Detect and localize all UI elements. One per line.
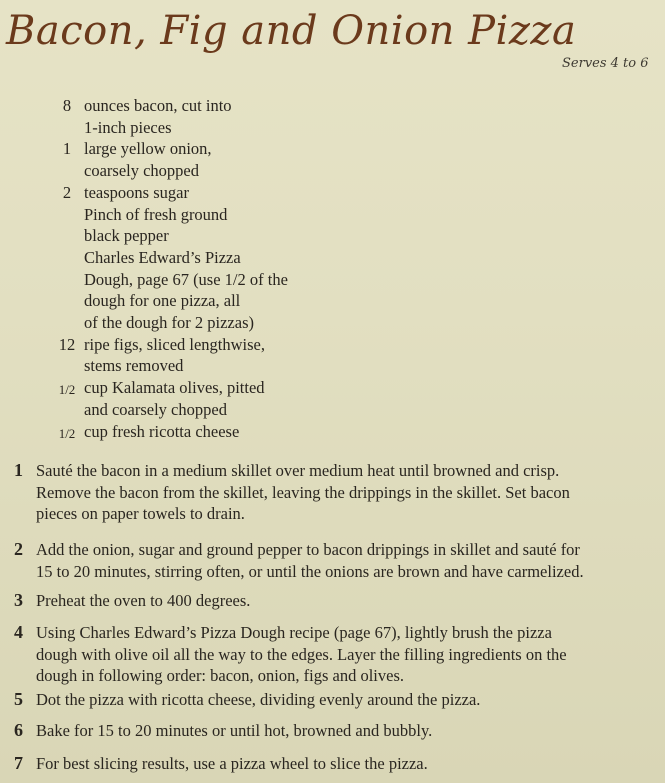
ingredient-text: ripe figs, sliced lengthwise, stems removed (84, 334, 266, 376)
step-text: Bake for 15 to 20 minutes or until hot, browned and bubbly. (36, 721, 433, 740)
ingredient-text: cup Kalamata olives, pitted and coarsely chopped (84, 378, 265, 419)
step-text: Add the onion, sugar and ground pepper to bacon drippings in skillet and sauté for 15 to 20 minutes, stirring often, or until the onions are brown and have carmelized. (36, 540, 584, 581)
step-item (14, 689, 654, 711)
step-item (14, 539, 654, 582)
step-number: 3 (14, 590, 23, 610)
recipe-title: Bacon, Fig and Onion Pizza (6, 8, 577, 54)
ingredient-quantity: 8 (62, 96, 72, 115)
ingredient-text: large yellow onion, coarsely chopped (84, 139, 212, 181)
ingredient-text: ounces bacon, cut into 1-inch pieces (84, 96, 232, 137)
step-number: 6 (14, 720, 23, 740)
step-number: 1 (14, 460, 23, 480)
ingredient-list (50, 95, 288, 444)
step-number: 5 (14, 689, 23, 709)
step-item (14, 622, 654, 687)
ingredient-text: cup fresh ricotta cheese (84, 421, 240, 441)
serves-note: Serves 4 to 6 (562, 56, 649, 71)
step-number: 2 (14, 539, 23, 559)
ingredient-item (50, 377, 288, 420)
ingredient-item (50, 95, 288, 138)
step-item (14, 720, 654, 742)
ingredient-quantity: 1/2 (58, 425, 76, 441)
step-text: Dot the pizza with ricotta cheese, dividing evenly around the pizza. (36, 690, 481, 709)
step-text: Sauté the bacon in a medium skillet over medium heat until browned and crisp. Remove the bacon from the skillet, leaving the drippings in the skillet. Set bacon pieces on paper towels to drain. (36, 461, 570, 523)
ingredient-text: teaspoons sugar Pinch of fresh ground black pepper Charles Edward’s Pizza Dough, page 67 (use 1/2 of the dough for one pizza, all of the dough for 2 pizzas) (84, 182, 288, 333)
step-text: For best slicing results, use a pizza wheel to slice the pizza. (36, 754, 428, 773)
ingredient-item (50, 334, 288, 377)
ingredient-item (50, 138, 288, 181)
step-item (14, 753, 654, 775)
step-item (14, 590, 654, 612)
ingredient-item (50, 421, 288, 445)
step-number: 7 (14, 753, 23, 773)
ingredient-quantity: 12 (58, 334, 76, 354)
step-number: 4 (14, 622, 23, 642)
ingredient-quantity: 2 (62, 182, 72, 202)
step-text: Using Charles Edward’s Pizza Dough recipe (page 67), lightly brush the pizza dough with olive oil all the way to the edges. Layer the filling ingredients on the dough in following order: bacon, onion, figs and olives. (36, 623, 567, 685)
ingredient-quantity: 1/2 (58, 382, 76, 398)
ingredient-item (50, 182, 288, 334)
step-item (14, 460, 654, 525)
step-text: Preheat the oven to 400 degrees. (36, 591, 251, 610)
ingredient-quantity: 1 (62, 139, 72, 159)
